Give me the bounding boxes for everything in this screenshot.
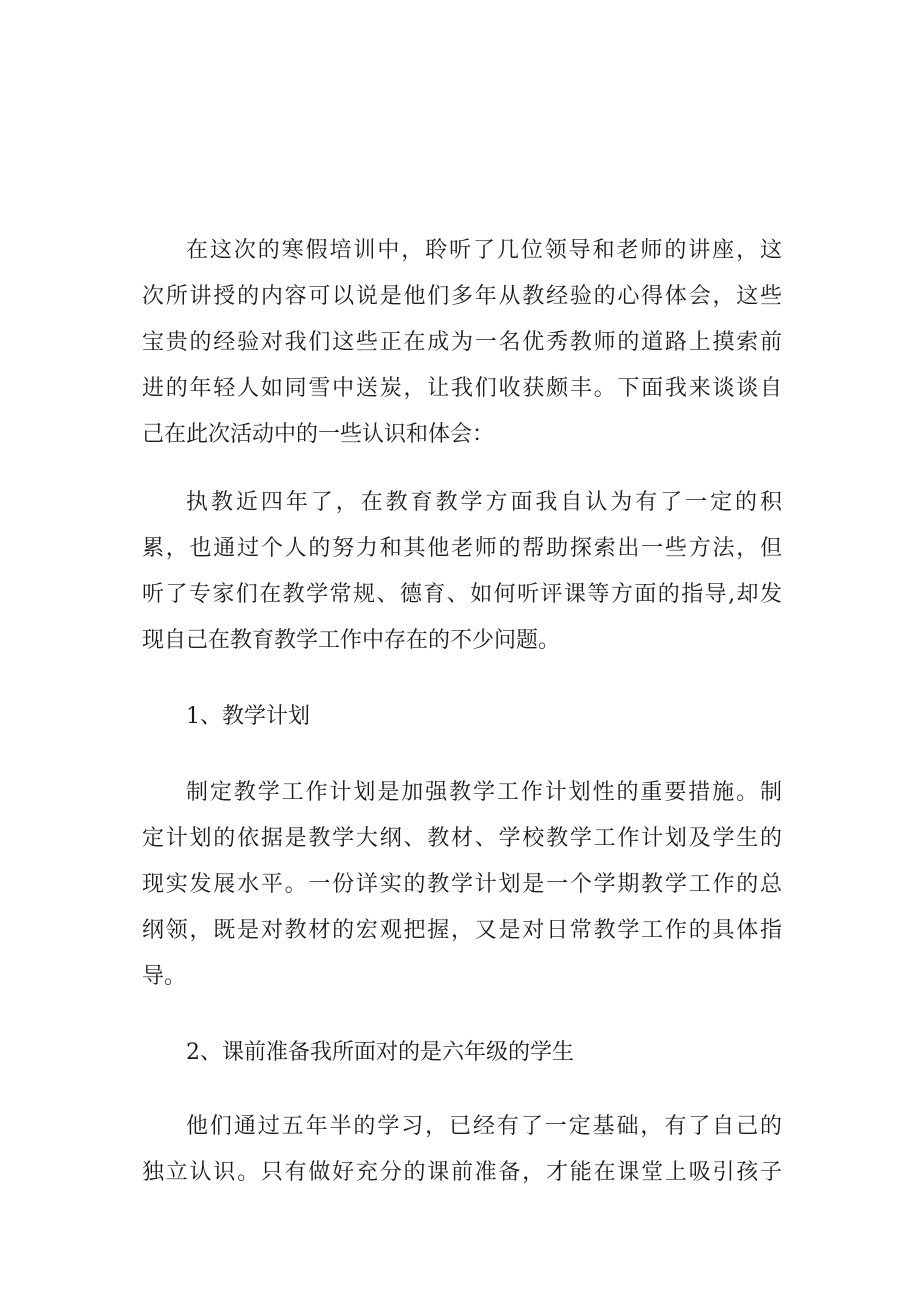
paragraph (142, 770, 782, 1000)
text-line: 宝贵的经验对我们这些正在成为一名优秀教师的道路上摸索前 (142, 330, 784, 355)
text-line: 他们通过五年半的学习，已经有了一定基础，有了自己的 (186, 1114, 784, 1139)
section-heading (142, 694, 782, 740)
text-line: 次所讲授的内容可以说是他们多年从教经验的心得体会，这些 (142, 284, 784, 309)
text-line: 听了专家们在教学常规、德育、如何听评课等方面的指导,却发 (142, 582, 784, 607)
text-line: 定计划的依据是教学大纲、教材、学校教学工作计划及学生的 (142, 826, 784, 851)
section-heading (142, 1030, 782, 1076)
text-line: 执教近四年了，在教育教学方面我自认为有了一定的积 (186, 490, 785, 515)
paragraph (142, 480, 785, 664)
text-line: 在这次的寒假培训中，聆听了几位领导和老师的讲座，这 (186, 238, 784, 263)
text-line: 现实发展水平。一份详实的教学计划是一个学期教学工作的总 (142, 872, 784, 897)
text-line: 己在此次活动中的一些认识和体会： (142, 422, 495, 447)
text-line: 导。 (142, 964, 187, 989)
paragraph (142, 228, 782, 458)
text-line: 累，也通过个人的努力和其他老师的帮助探索出一些方法，但 (142, 536, 784, 561)
text-line: 现自己在教育教学工作中存在的不少问题。 (142, 628, 561, 653)
text-line: 进的年轻人如同雪中送炭，让我们收获颇丰。下面我来谈谈自 (142, 376, 784, 401)
text-line: 独立认识。只有做好充分的课前准备，才能在课堂上吸引孩子 (142, 1160, 784, 1185)
heading-text: 1、教学计划 (186, 704, 310, 729)
heading-text: 2、课前准备我所面对的是六年级的学生 (186, 1040, 574, 1065)
text-line: 纲领，既是对教材的宏观把握，又是对日常教学工作的具体指 (142, 918, 784, 943)
paragraph (142, 1104, 782, 1196)
document-body (142, 228, 785, 1220)
text-line: 制定教学工作计划是加强教学工作计划性的重要措施。制 (186, 780, 784, 805)
